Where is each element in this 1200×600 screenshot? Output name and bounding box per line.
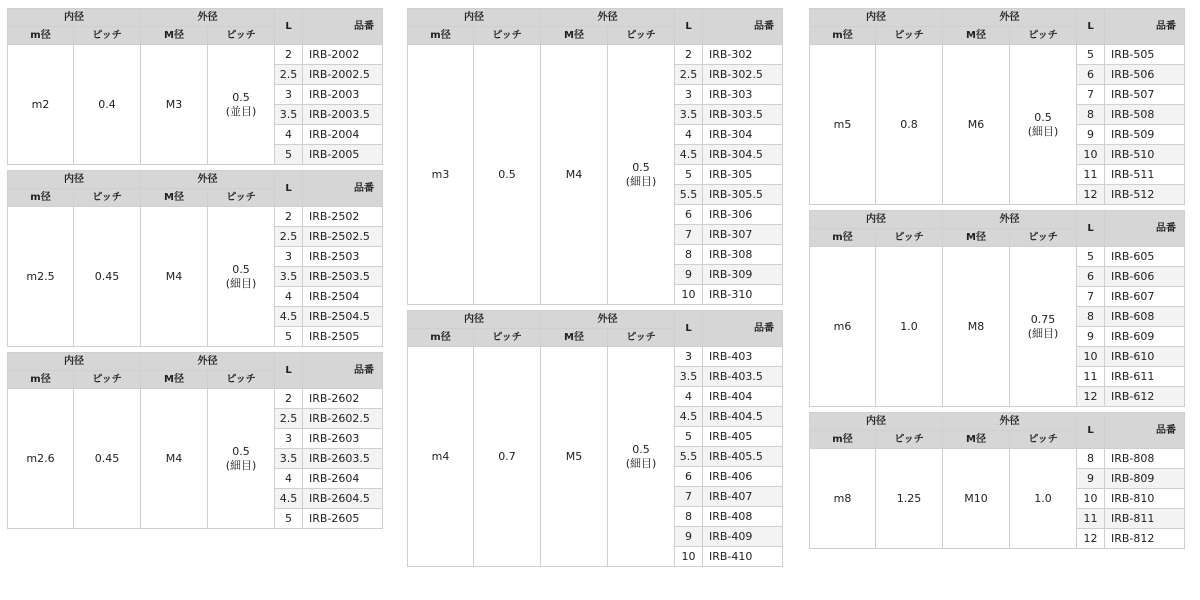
length-value: 2	[275, 389, 303, 409]
length-value: 6	[675, 205, 703, 225]
spec-column-2	[407, 8, 783, 567]
header-row	[810, 9, 1185, 27]
length-value: 3.5	[275, 105, 303, 125]
inner-diameter: m2.6	[8, 389, 74, 529]
part-number: IRB-408	[703, 507, 783, 527]
thread-type-note: (細目)	[1027, 327, 1059, 340]
length-value: 2.5	[675, 65, 703, 85]
outer-pitch: 0.5	[232, 91, 250, 104]
length-value: 10	[1077, 347, 1105, 367]
inner-pitch: 1.25	[876, 449, 943, 549]
outer-header: 外径	[943, 211, 1077, 229]
outer-pitch-cell	[608, 347, 675, 567]
part-number: IRB-511	[1105, 165, 1185, 185]
spec-table	[809, 8, 1185, 205]
thread-type-note: (細目)	[625, 457, 657, 470]
length-value: 9	[1077, 125, 1105, 145]
table-row	[810, 449, 1185, 469]
outer-pitch: 0.5	[232, 445, 250, 458]
part-number: IRB-607	[1105, 287, 1185, 307]
part-number: IRB-303	[703, 85, 783, 105]
outer-header: 外径	[541, 9, 675, 27]
length-value: 5	[675, 165, 703, 185]
length-value: 4	[675, 387, 703, 407]
length-value: 5	[1077, 45, 1105, 65]
length-value: 11	[1077, 509, 1105, 529]
part-number: IRB-811	[1105, 509, 1185, 529]
header-row	[810, 211, 1185, 229]
part-number: IRB-2005	[303, 145, 383, 165]
length-value: 3	[275, 247, 303, 267]
part-number: IRB-508	[1105, 105, 1185, 125]
inner-header: 内径	[408, 311, 541, 329]
length-header: L	[1077, 211, 1105, 247]
length-value: 3	[675, 347, 703, 367]
length-header: L	[1077, 413, 1105, 449]
table-row	[408, 347, 783, 367]
length-value: 3.5	[275, 449, 303, 469]
part-number: IRB-302	[703, 45, 783, 65]
outer-pitch-header: ピッチ	[208, 371, 275, 389]
inner-pitch: 0.5	[474, 45, 541, 305]
part-number: IRB-410	[703, 547, 783, 567]
header-row	[408, 311, 783, 329]
M-dia-header: M径	[141, 189, 208, 207]
part-number: IRB-2505	[303, 327, 383, 347]
part-number: IRB-403.5	[703, 367, 783, 387]
part-number: IRB-406	[703, 467, 783, 487]
outer-diameter: M6	[943, 45, 1010, 205]
inner-pitch-header: ピッチ	[74, 189, 141, 207]
length-value: 2	[275, 207, 303, 227]
part-number: IRB-2603	[303, 429, 383, 449]
length-value: 4.5	[275, 307, 303, 327]
spec-table	[407, 310, 783, 567]
part-number: IRB-611	[1105, 367, 1185, 387]
header-row	[810, 413, 1185, 431]
outer-pitch-cell	[208, 45, 275, 165]
inner-pitch-header: ピッチ	[474, 27, 541, 45]
M-dia-header: M径	[541, 329, 608, 347]
length-value: 8	[1077, 105, 1105, 125]
outer-pitch: 0.5	[632, 161, 650, 174]
length-value: 4.5	[675, 145, 703, 165]
outer-pitch-header: ピッチ	[608, 329, 675, 347]
table-row	[408, 45, 783, 65]
length-value: 9	[1077, 469, 1105, 489]
spec-table	[407, 8, 783, 305]
outer-diameter: M4	[141, 389, 208, 529]
inner-pitch-header: ピッチ	[74, 371, 141, 389]
inner-header: 内径	[810, 413, 943, 431]
length-value: 3	[675, 85, 703, 105]
outer-diameter: M5	[541, 347, 608, 567]
length-header: L	[275, 171, 303, 207]
outer-pitch-header: ピッチ	[1010, 229, 1077, 247]
length-value: 7	[675, 487, 703, 507]
length-value: 10	[675, 547, 703, 567]
length-value: 4.5	[275, 489, 303, 509]
length-value: 7	[1077, 85, 1105, 105]
m-dia-header: m径	[810, 431, 876, 449]
length-value: 5	[1077, 247, 1105, 267]
inner-pitch: 0.4	[74, 45, 141, 165]
part-number: IRB-2003	[303, 85, 383, 105]
length-value: 12	[1077, 387, 1105, 407]
part-number: IRB-306	[703, 205, 783, 225]
inner-header: 内径	[8, 171, 141, 189]
outer-pitch: 0.5	[232, 263, 250, 276]
part-number: IRB-308	[703, 245, 783, 265]
inner-diameter: m2.5	[8, 207, 74, 347]
part-number: IRB-405.5	[703, 447, 783, 467]
part-number: IRB-304.5	[703, 145, 783, 165]
part-number: IRB-2504.5	[303, 307, 383, 327]
outer-header: 外径	[541, 311, 675, 329]
thread-type-note: (細目)	[1027, 125, 1059, 138]
part-number-header: 品番	[1105, 413, 1185, 449]
part-number: IRB-304	[703, 125, 783, 145]
inner-pitch: 0.45	[74, 389, 141, 529]
part-number: IRB-305.5	[703, 185, 783, 205]
length-value: 10	[675, 285, 703, 305]
length-value: 9	[1077, 327, 1105, 347]
outer-diameter: M4	[141, 207, 208, 347]
outer-header: 外径	[141, 353, 275, 371]
part-number-header: 品番	[303, 353, 383, 389]
length-value: 9	[675, 527, 703, 547]
length-value: 10	[1077, 489, 1105, 509]
inner-pitch: 0.8	[876, 45, 943, 205]
header-row	[8, 9, 383, 27]
table-row	[8, 389, 383, 409]
outer-header: 外径	[943, 413, 1077, 431]
length-value: 4	[275, 469, 303, 489]
length-value: 9	[675, 265, 703, 285]
inner-pitch-header: ピッチ	[474, 329, 541, 347]
length-header: L	[275, 353, 303, 389]
part-number: IRB-2502	[303, 207, 383, 227]
part-number-header: 品番	[1105, 211, 1185, 247]
part-number-header: 品番	[703, 311, 783, 347]
part-number: IRB-506	[1105, 65, 1185, 85]
length-header: L	[675, 9, 703, 45]
length-value: 5	[275, 509, 303, 529]
header-row	[408, 9, 783, 27]
m-dia-header: m径	[8, 371, 74, 389]
part-number: IRB-812	[1105, 529, 1185, 549]
spec-column-3	[809, 8, 1185, 549]
part-number: IRB-2503.5	[303, 267, 383, 287]
outer-pitch-header: ピッチ	[208, 27, 275, 45]
length-value: 6	[675, 467, 703, 487]
part-number: IRB-609	[1105, 327, 1185, 347]
part-number: IRB-512	[1105, 185, 1185, 205]
m-dia-header: m径	[810, 229, 876, 247]
length-value: 12	[1077, 529, 1105, 549]
inner-header: 内径	[8, 353, 141, 371]
part-number: IRB-605	[1105, 247, 1185, 267]
outer-pitch-cell	[1010, 45, 1077, 205]
m-dia-header: m径	[408, 329, 474, 347]
length-value: 7	[1077, 287, 1105, 307]
part-number: IRB-305	[703, 165, 783, 185]
length-value: 2.5	[275, 65, 303, 85]
M-dia-header: M径	[141, 27, 208, 45]
length-header: L	[675, 311, 703, 347]
part-number: IRB-2502.5	[303, 227, 383, 247]
M-dia-header: M径	[141, 371, 208, 389]
inner-pitch-header: ピッチ	[876, 229, 943, 247]
M-dia-header: M径	[943, 431, 1010, 449]
part-number: IRB-405	[703, 427, 783, 447]
outer-pitch-header: ピッチ	[208, 189, 275, 207]
spec-table	[809, 210, 1185, 407]
part-number: IRB-310	[703, 285, 783, 305]
length-value: 8	[675, 245, 703, 265]
table-row	[810, 247, 1185, 267]
part-number: IRB-2602.5	[303, 409, 383, 429]
m-dia-header: m径	[810, 27, 876, 45]
thread-type-note: (細目)	[225, 459, 257, 472]
inner-pitch-header: ピッチ	[876, 27, 943, 45]
inner-pitch: 0.45	[74, 207, 141, 347]
outer-pitch-cell	[208, 389, 275, 529]
part-number: IRB-2504	[303, 287, 383, 307]
part-number: IRB-307	[703, 225, 783, 245]
length-value: 8	[1077, 449, 1105, 469]
table-row	[8, 207, 383, 227]
length-value: 5	[275, 327, 303, 347]
part-number: IRB-610	[1105, 347, 1185, 367]
spec-table	[7, 352, 383, 529]
length-value: 5.5	[675, 185, 703, 205]
outer-pitch-header: ピッチ	[608, 27, 675, 45]
length-value: 2	[675, 45, 703, 65]
outer-pitch-cell	[1010, 247, 1077, 407]
part-number-header: 品番	[303, 171, 383, 207]
outer-diameter: M3	[141, 45, 208, 165]
part-number: IRB-303.5	[703, 105, 783, 125]
outer-pitch-cell	[1010, 449, 1077, 549]
part-number: IRB-612	[1105, 387, 1185, 407]
thread-type-note: (細目)	[625, 175, 657, 188]
length-value: 8	[1077, 307, 1105, 327]
part-number: IRB-2002.5	[303, 65, 383, 85]
part-number: IRB-2004	[303, 125, 383, 145]
length-value: 4	[275, 125, 303, 145]
outer-pitch-cell	[608, 45, 675, 305]
M-dia-header: M径	[943, 229, 1010, 247]
part-number: IRB-407	[703, 487, 783, 507]
m-dia-header: m径	[408, 27, 474, 45]
header-row	[8, 171, 383, 189]
table-row	[8, 45, 383, 65]
part-number: IRB-2503	[303, 247, 383, 267]
outer-pitch-cell	[208, 207, 275, 347]
length-value: 3	[275, 429, 303, 449]
part-number: IRB-505	[1105, 45, 1185, 65]
m-dia-header: m径	[8, 27, 74, 45]
length-value: 6	[1077, 65, 1105, 85]
length-value: 6	[1077, 267, 1105, 287]
length-value: 3.5	[275, 267, 303, 287]
inner-diameter: m2	[8, 45, 74, 165]
length-value: 3.5	[675, 367, 703, 387]
part-number-header: 品番	[303, 9, 383, 45]
length-value: 4	[275, 287, 303, 307]
length-value: 11	[1077, 165, 1105, 185]
part-number: IRB-404	[703, 387, 783, 407]
outer-header: 外径	[141, 9, 275, 27]
part-number: IRB-510	[1105, 145, 1185, 165]
inner-diameter: m4	[408, 347, 474, 567]
length-value: 2.5	[275, 409, 303, 429]
part-number: IRB-2602	[303, 389, 383, 409]
spec-table	[7, 170, 383, 347]
outer-pitch: 0.5	[1034, 111, 1052, 124]
length-value: 2.5	[275, 227, 303, 247]
length-value: 11	[1077, 367, 1105, 387]
part-number-header: 品番	[703, 9, 783, 45]
length-value: 2	[275, 45, 303, 65]
outer-header: 外径	[943, 9, 1077, 27]
table-row	[810, 45, 1185, 65]
length-value: 5.5	[675, 447, 703, 467]
part-number: IRB-2604.5	[303, 489, 383, 509]
part-number: IRB-2604	[303, 469, 383, 489]
length-value: 8	[675, 507, 703, 527]
part-number: IRB-608	[1105, 307, 1185, 327]
outer-pitch-header: ピッチ	[1010, 431, 1077, 449]
part-number: IRB-507	[1105, 85, 1185, 105]
outer-header: 外径	[141, 171, 275, 189]
length-value: 5	[675, 427, 703, 447]
outer-pitch: 0.75	[1030, 313, 1056, 326]
part-number: IRB-509	[1105, 125, 1185, 145]
inner-header: 内径	[8, 9, 141, 27]
part-number: IRB-403	[703, 347, 783, 367]
length-header: L	[1077, 9, 1105, 45]
spec-column-1	[7, 8, 383, 529]
spec-table	[809, 412, 1185, 549]
outer-diameter: M8	[943, 247, 1010, 407]
part-number: IRB-809	[1105, 469, 1185, 489]
m-dia-header: m径	[8, 189, 74, 207]
part-number: IRB-404.5	[703, 407, 783, 427]
inner-diameter: m6	[810, 247, 876, 407]
length-value: 4.5	[675, 407, 703, 427]
spec-table	[7, 8, 383, 165]
length-value: 12	[1077, 185, 1105, 205]
length-value: 7	[675, 225, 703, 245]
part-number: IRB-2605	[303, 509, 383, 529]
part-number: IRB-2002	[303, 45, 383, 65]
M-dia-header: M径	[541, 27, 608, 45]
part-number: IRB-2603.5	[303, 449, 383, 469]
M-dia-header: M径	[943, 27, 1010, 45]
inner-diameter: m3	[408, 45, 474, 305]
part-number: IRB-808	[1105, 449, 1185, 469]
outer-diameter: M10	[943, 449, 1010, 549]
inner-header: 内径	[810, 9, 943, 27]
part-number: IRB-810	[1105, 489, 1185, 509]
inner-diameter: m8	[810, 449, 876, 549]
length-value: 4	[675, 125, 703, 145]
inner-diameter: m5	[810, 45, 876, 205]
part-number-header: 品番	[1105, 9, 1185, 45]
part-number: IRB-2003.5	[303, 105, 383, 125]
inner-header: 内径	[810, 211, 943, 229]
header-row	[8, 353, 383, 371]
inner-header: 内径	[408, 9, 541, 27]
length-value: 5	[275, 145, 303, 165]
length-value: 3.5	[675, 105, 703, 125]
part-number: IRB-309	[703, 265, 783, 285]
length-header: L	[275, 9, 303, 45]
outer-pitch: 0.5	[632, 443, 650, 456]
inner-pitch-header: ピッチ	[74, 27, 141, 45]
length-value: 10	[1077, 145, 1105, 165]
part-number: IRB-302.5	[703, 65, 783, 85]
inner-pitch: 1.0	[876, 247, 943, 407]
outer-pitch: 1.0	[1034, 492, 1052, 505]
outer-diameter: M4	[541, 45, 608, 305]
inner-pitch: 0.7	[474, 347, 541, 567]
part-number: IRB-409	[703, 527, 783, 547]
thread-type-note: (細目)	[225, 277, 257, 290]
inner-pitch-header: ピッチ	[876, 431, 943, 449]
thread-type-note: (並目)	[225, 105, 257, 118]
part-number: IRB-606	[1105, 267, 1185, 287]
length-value: 3	[275, 85, 303, 105]
outer-pitch-header: ピッチ	[1010, 27, 1077, 45]
